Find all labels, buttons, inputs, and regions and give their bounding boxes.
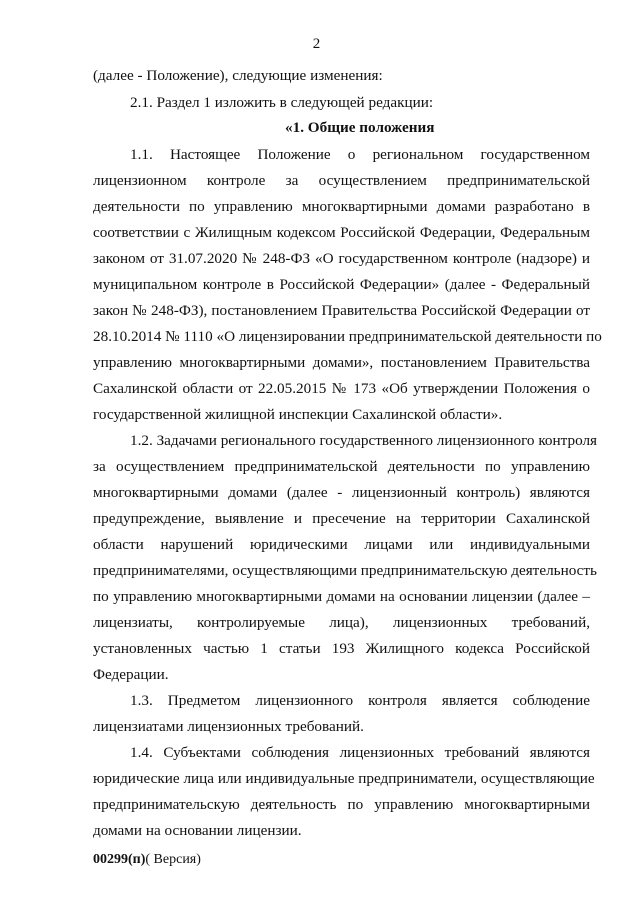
document-version: ( Версия) (145, 852, 201, 867)
text-line: 2.1. Раздел 1 изложить в следующей редакции: (130, 94, 434, 111)
paragraph-1-4-line: домами на основании лицензии. (93, 822, 302, 839)
paragraph-1-2-line: Федерации. (93, 666, 169, 683)
paragraph-1-2-line: предпринимателями, осуществляющими предпринимательскую деятельность (93, 562, 597, 579)
paragraph-1-2-line: области нарушений юридическими лицами или индивидуальными (93, 536, 590, 553)
paragraph-1-3-line: лицензиатами лицензионных требований. (93, 718, 364, 735)
paragraph-1-2-line: 1.2. Задачами регионального государственного лицензионного контроля (130, 432, 598, 449)
paragraph-1-4-line: 1.4. Субъектами соблюдения лицензионных требований являются (130, 744, 590, 761)
paragraph-1-1-line: лицензионном контроле за осуществлением предпринимательской (93, 172, 590, 189)
page-number: 2 (312, 36, 321, 52)
paragraph-1-4-line: предпринимательскую деятельность по управлению многоквартирными (93, 796, 590, 813)
paragraph-1-1-line: законом от 31.07.2020 № 248-ФЗ «О государственном контроле (надзоре) и (93, 250, 590, 267)
paragraph-1-1-line: управлению многоквартирными домами», постановлением Правительства (93, 354, 590, 371)
paragraph-1-1-line: государственной жилищной инспекции Сахалинской области». (93, 406, 503, 423)
paragraph-1-4-line: юридические лица или индивидуальные предприниматели, осуществляющие (93, 770, 595, 787)
paragraph-1-1-line: деятельности по управлению многоквартирными домами разработано в (93, 198, 590, 215)
paragraph-1-2-line: по управлению многоквартирными домами на основании лицензии (далее – (93, 588, 590, 605)
paragraph-1-1-line: 1.1. Настоящее Положение о региональном государственном (130, 146, 590, 163)
paragraph-1-1-line: закон № 248-ФЗ), постановлением Правительства Российской Федерации от (93, 302, 590, 319)
paragraph-1-2-line: за осуществлением предпринимательской деятельности по управлению (93, 458, 590, 475)
paragraph-1-1-line: Сахалинской области от 22.05.2015 № 173 «Об утверждении Положения о (93, 380, 590, 397)
paragraph-1-1-line: муниципальном контроле в Российской Федерации» (далее - Федеральный (93, 276, 590, 293)
document-footer (93, 852, 201, 868)
paragraph-1-2-line: предупреждение, выявление и пресечение на территории Сахалинской (93, 510, 590, 527)
paragraph-1-2-line: установленных частью 1 статьи 193 Жилищного кодекса Российской (93, 640, 590, 657)
paragraph-1-3-line: 1.3. Предметом лицензионного контроля является соблюдение (130, 692, 590, 709)
paragraph-1-2-line: многоквартирными домами (далее - лицензионный контроль) являются (93, 484, 590, 501)
document-code: 00299(п) (93, 852, 146, 867)
text-line: (далее - Положение), следующие изменения: (93, 67, 383, 84)
section-heading: «1. Общие положения (285, 119, 435, 136)
paragraph-1-1-line: 28.10.2014 № 1110 «О лицензировании предпринимательской деятельности по (93, 328, 602, 345)
paragraph-1-2-line: лицензиаты, контролируемые лица), лицензионных требований, (93, 614, 590, 631)
paragraph-1-1-line: соответствии с Жилищным кодексом Российской Федерации, Федеральным (93, 224, 590, 241)
